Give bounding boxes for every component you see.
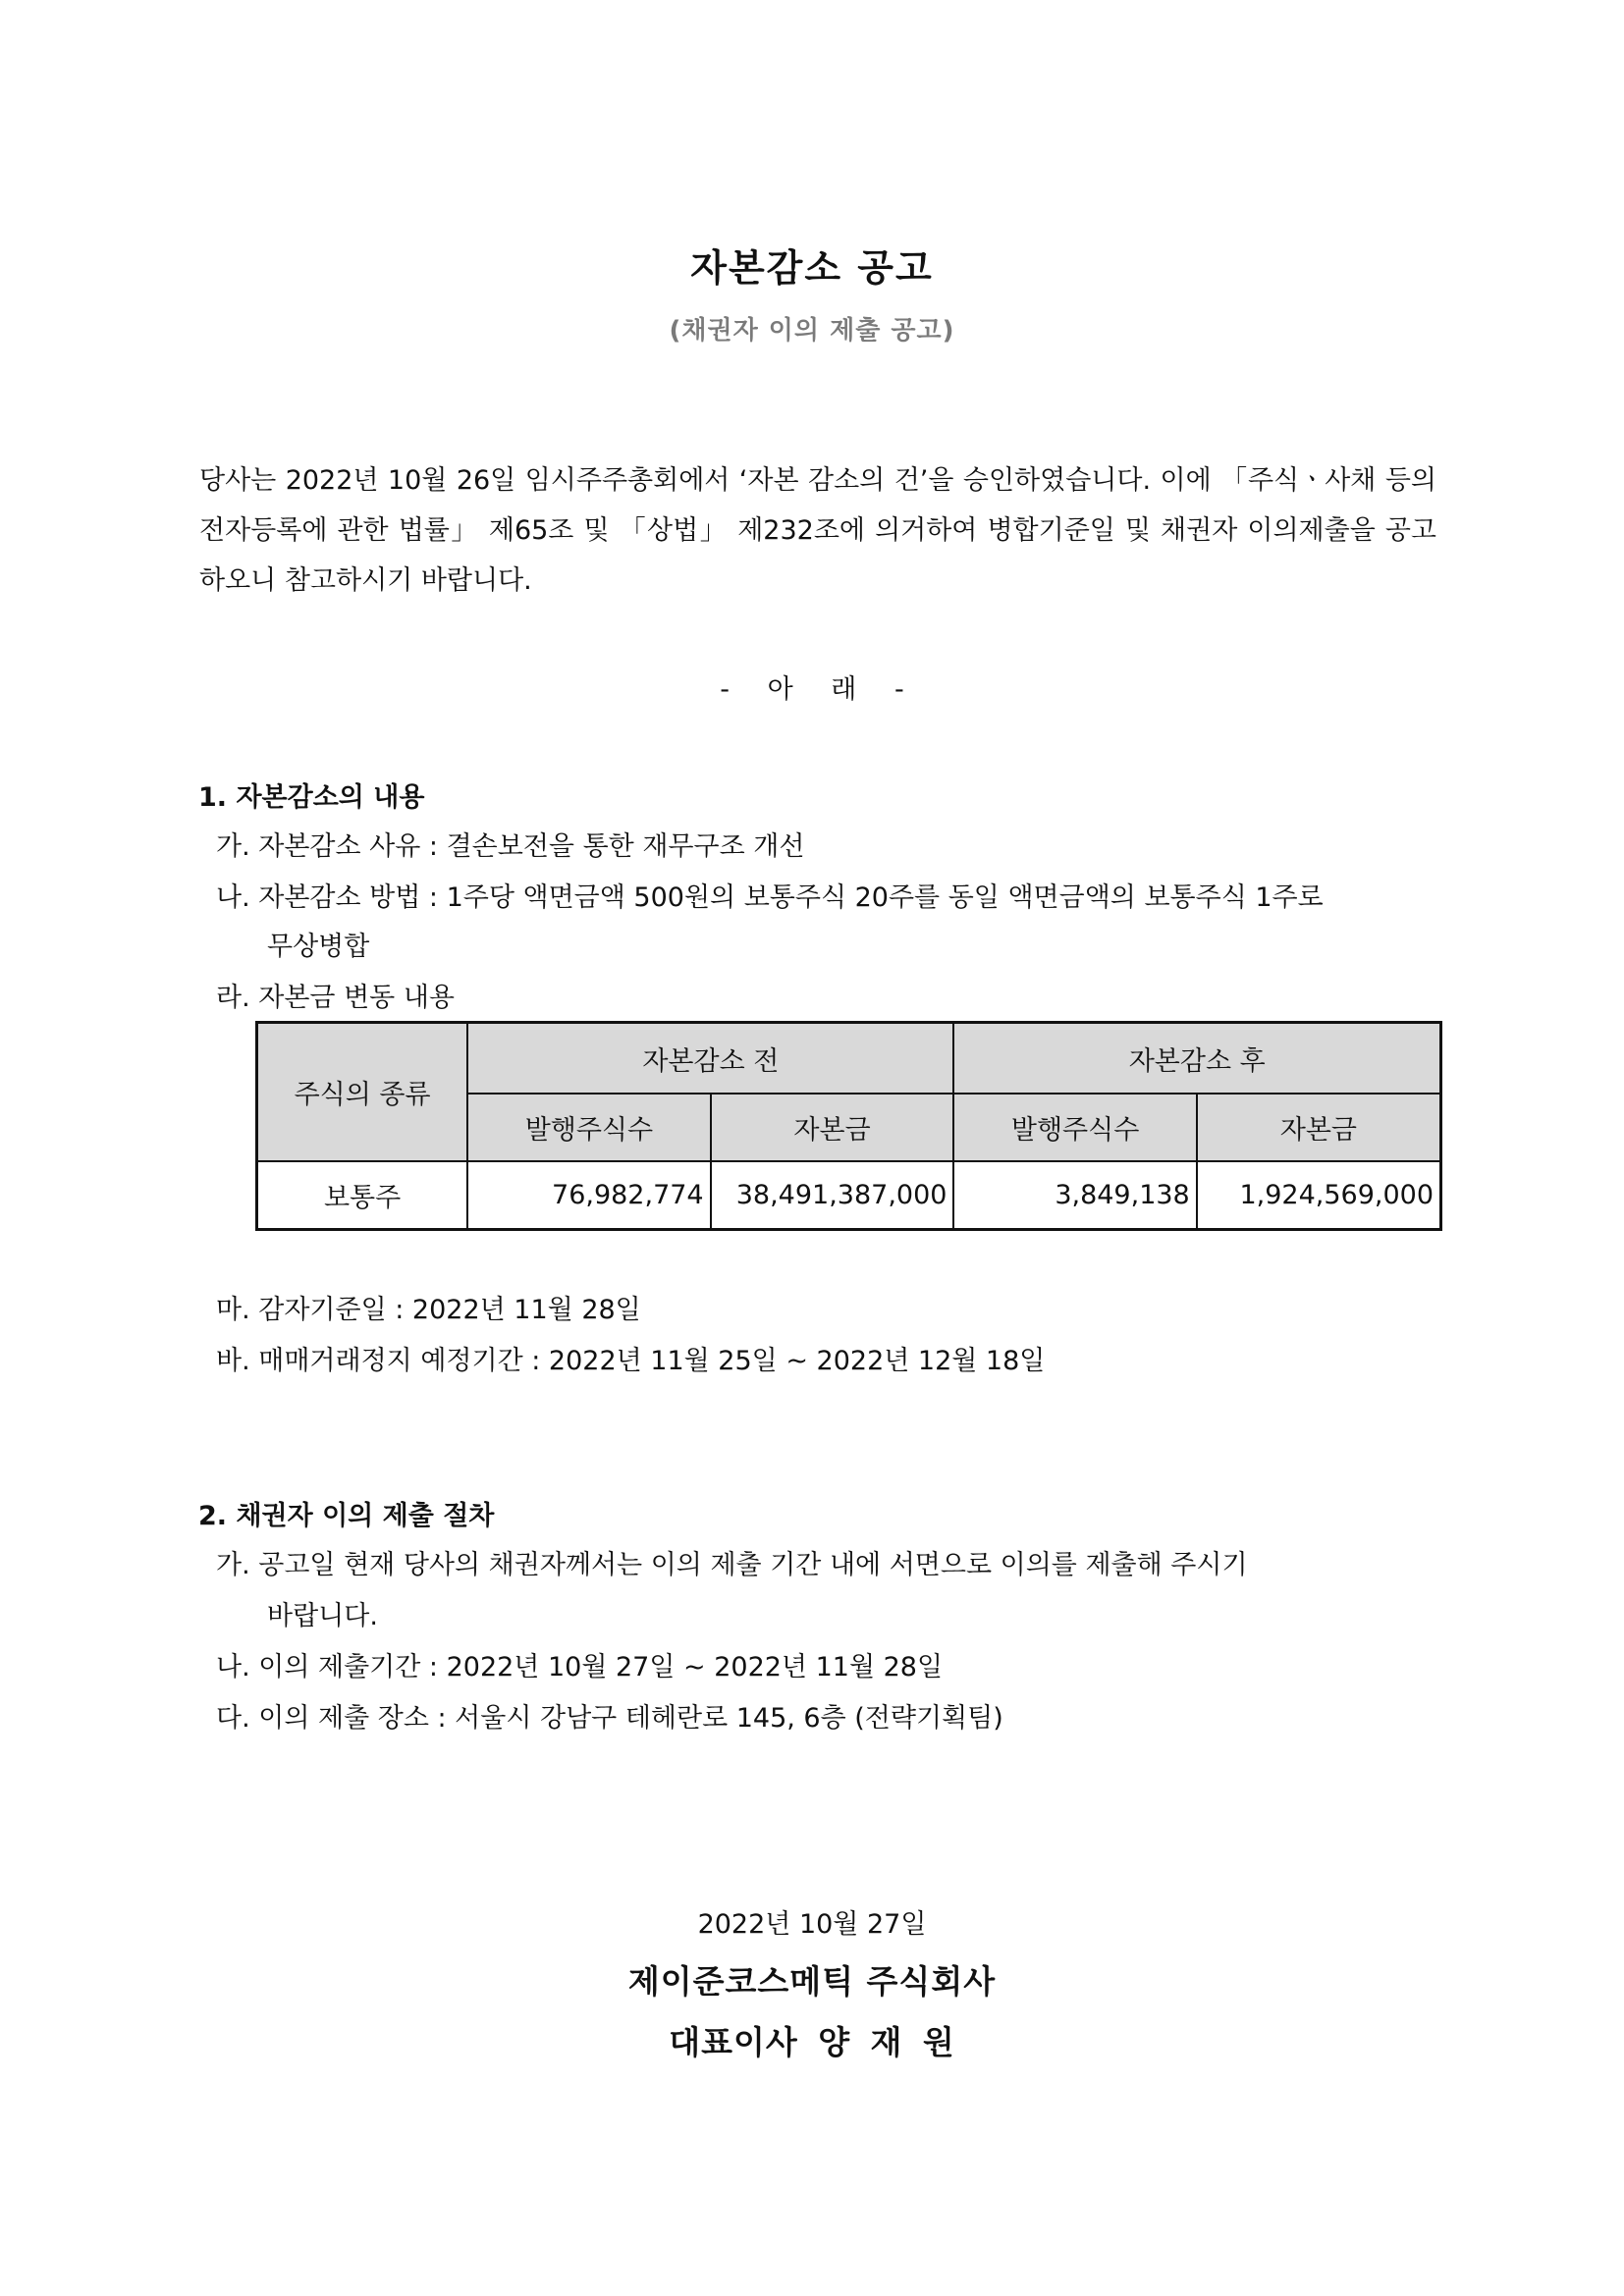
cell-before-capital: 38,491,387,000	[711, 1161, 954, 1230]
subheader-after-capital: 자본금	[1197, 1094, 1441, 1161]
cell-before-shares: 76,982,774	[467, 1161, 710, 1230]
section2-item-da: 다. 이의 제출 장소 : 서울시 강남구 테헤란로 145, 6층 (전략기획팀)	[216, 1703, 1003, 1734]
section1-item-ma: 마. 감자기준일 : 2022년 11월 28일	[216, 1295, 641, 1325]
header-after-reduction: 자본감소 후	[953, 1023, 1440, 1095]
header-before-reduction: 자본감소 전	[467, 1023, 953, 1095]
notice-heading: - 아 래 -	[720, 674, 904, 705]
cell-after-capital: 1,924,569,000	[1197, 1161, 1441, 1230]
section2-heading: 2. 채권자 이의 제출 절차	[198, 1501, 495, 1531]
notice-date: 2022년 10월 27일	[697, 1909, 927, 1940]
intro-paragraph: 당사는 2022년 10월 26일 임시주주총회에서 ‘자본 감소의 건’을 승인하였습니다. 이에 「주식ㆍ사채 등의 전자등록에 관한 법률」 제65조 및 「상법」 제232조에 의거하여 병합기준일 및 채권자 이의제출을 공고하오니 참고하시기 바랍니다.	[199, 465, 1436, 596]
section2-item-ga-continued: 바랍니다.	[267, 1601, 378, 1631]
section1-item-ba: 바. 매매거래정지 예정기간 : 2022년 11월 25일 ~ 2022년 12월 18일	[216, 1346, 1046, 1376]
section1-item-ga: 가. 자본감소 사유 : 결손보전을 통한 재무구조 개선	[216, 831, 805, 862]
company-name: 제이준코스메틱 주식회사	[627, 1962, 997, 2001]
section2-item-ga: 가. 공고일 현재 당사의 채권자께서는 이의 제출 기간 내에 서면으로 이의를 제출해 주시기	[216, 1550, 1248, 1580]
section2-item-na: 나. 이의 제출기간 : 2022년 10월 27일 ~ 2022년 11월 28일	[216, 1652, 944, 1682]
ceo-name: 대표이사 양 재 원	[669, 2023, 955, 2061]
header-share-type: 주식의 종류	[257, 1023, 468, 1162]
capital-change-table	[255, 1021, 1442, 1231]
table-header-row	[257, 1023, 1441, 1095]
table-row	[257, 1161, 1441, 1230]
section1-item-ra: 라. 자본금 변동 내용	[216, 983, 455, 1013]
section1-item-na: 나. 자본감소 방법 : 1주당 액면금액 500원의 보통주식 20주를 동일 액면금액의 보통주식 1주로	[216, 882, 1324, 913]
subheader-after-shares: 발행주식수	[953, 1094, 1196, 1161]
section1-heading: 1. 자본감소의 내용	[198, 782, 425, 813]
subheader-before-capital: 자본금	[711, 1094, 954, 1161]
cell-after-shares: 3,849,138	[953, 1161, 1196, 1230]
subheader-before-shares: 발행주식수	[467, 1094, 710, 1161]
page-title: 자본감소 공고	[690, 246, 934, 290]
section1-item-na-continued: 무상병합	[267, 932, 370, 962]
page-subtitle: (채권자 이의 제출 공고)	[669, 316, 955, 346]
cell-share-type: 보통주	[257, 1161, 468, 1230]
